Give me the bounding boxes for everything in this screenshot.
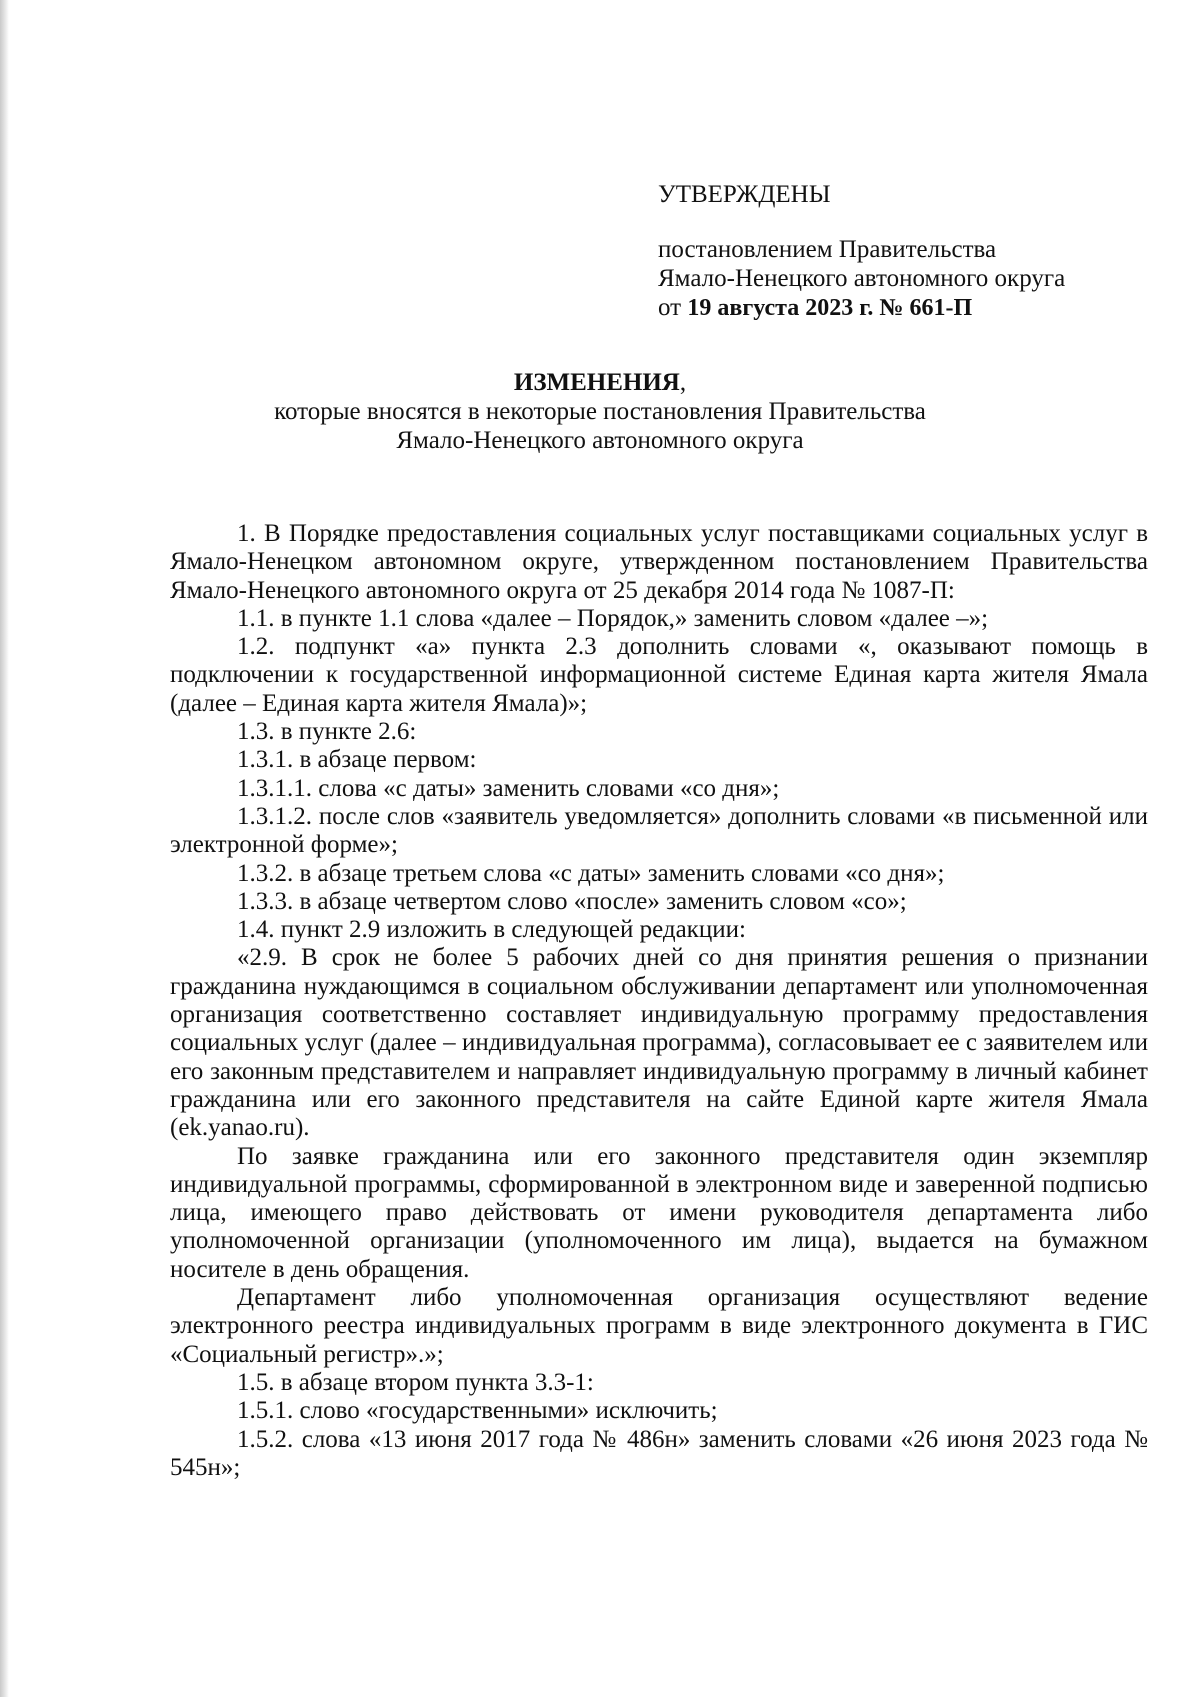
approval-heading: УТВЕРЖДЕНЫ [658,181,831,208]
paragraph-1: 1. В Порядке предоставления социальных услуг поставщиками социальных услуг в Ямало-Ненецком автономном округе, утвержденном постановлением Правительства Ямало-Ненецкого автономного округа от 25 декабря 2014 года № 1087-П: [170,520,1148,604]
paragraph-1-3-3: 1.3.3. в абзаце четвертом слово «после» заменить словом «со»; [237,887,907,915]
paragraph-2-9-request: По заявке гражданина или его законного представителя один экземпляр индивидуальной программы, сформированной в электронном виде и заверенной подписью лица, имеющего право действовать от имени руководителя департамента либо уполномоченной организации (уполномоченного им лица), выдается на бумажном носителе в день обращения. [170,1142,1148,1283]
title-subtitle-2: Ямало-Ненецкого автономного округа [396,427,804,454]
paragraph-2-9-quote: «2.9. В срок не более 5 рабочих дней со дня принятия решения о признании гражданина нуждающимся в социальном обслуживании департамент или уполномоченная организация соответственно составляет индивидуальную программу предоставления социальных услуг (далее – индивидуальная программа), согласовывает ее с заявителем или его законным представителем и направляет индивидуальную программу в личный кабинет гражданина или его законного представителя на сайте Единой карте жителя Ямала (ek.yanao.ru). [170,944,1148,1142]
paragraph-1-4: 1.4. пункт 2.9 изложить в следующей редакции: [237,916,746,944]
paragraph-1-3-1-2: 1.3.1.2. после слов «заявитель уведомляется» дополнить словами «в письменной или электронной форме»; [170,802,1148,859]
paragraph-1-5: 1.5. в абзаце втором пункта 3.3-1: [237,1368,594,1396]
title-comma: , [679,369,687,396]
paragraph-1-3-2: 1.3.2. в абзаце третьем слова «с даты» заменить словами «со дня»; [237,859,945,887]
paragraph-1-5-2: 1.5.2. слова «13 июня 2017 года № 486н» заменить словами «26 июня 2023 года № 545н»; [170,1425,1148,1481]
paragraph-1-3-1: 1.3.1. в абзаце первом: [237,746,477,774]
paragraph-1-2: 1.2. подпункт «а» пункта 2.3 дополнить словами «, оказывают помощь в подключении к государственной информационной системе Единая карта жителя Ямала (далее – Единая карта жителя Ямала)»; [170,633,1148,717]
title-main: ИЗМЕНЕНИЯ [513,369,680,396]
approval-line-1: постановлением Правительства [658,236,997,263]
approval-date [658,291,972,325]
paragraph-1-5-1: 1.5.1. слово «государственными» исключить; [237,1397,718,1425]
approval-line-2: Ямало-Ненецкого автономного округа [658,265,1066,292]
paragraph-2-9-registry: Департамент либо уполномоченная организация осуществляют ведение электронного реестра индивидуальных программ в виде электронного документа в ГИС «Социальный регистр».»; [170,1284,1148,1368]
paragraph-1-3: 1.3. в пункте 2.6: [237,718,417,746]
paragraph-1-3-1-1: 1.3.1.1. слова «с даты» заменить словами «со дня»; [237,774,780,802]
approval-date-prefix: от [658,294,682,321]
page-edge-shadow [0,0,9,1697]
paragraph-1-1: 1.1. в пункте 1.1 слова «далее – Порядок,» заменить словом «далее –»; [237,604,989,632]
title-subtitle-1: которые вносятся в некоторые постановления Правительства [274,398,926,425]
approval-date-value: 19 августа 2023 г. № 661-П [687,295,973,321]
document-body [170,520,1148,1482]
